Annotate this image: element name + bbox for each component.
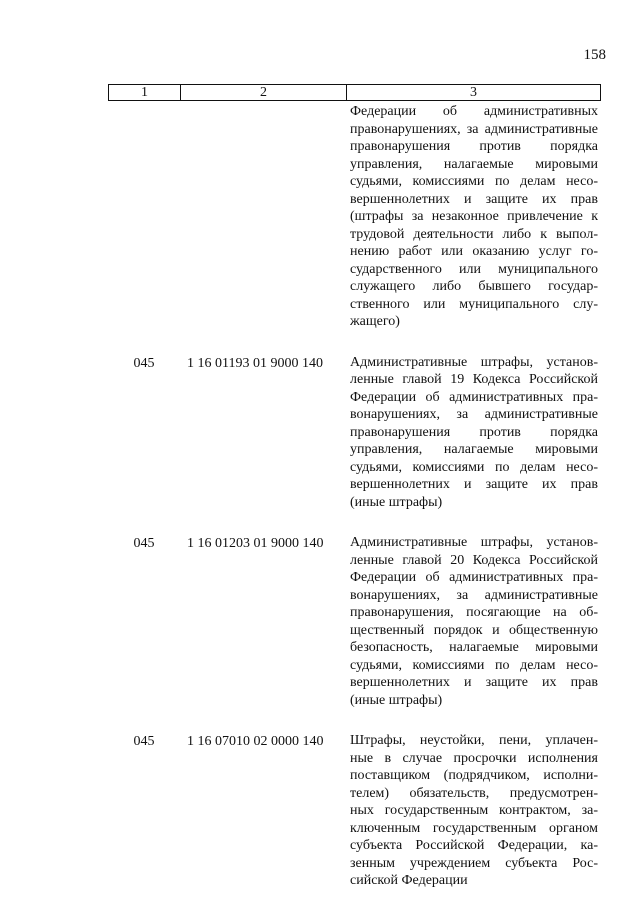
description-line: зенным учреждением субъекта Рос-: [350, 855, 598, 871]
description-line: Штрафы, неустойки, пени, уплачен-: [350, 733, 598, 748]
description-line: Федерации об административных: [350, 104, 598, 119]
admin-code: 045: [133, 355, 155, 371]
table-row: [108, 732, 600, 890]
description-line: правонарушения против порядка: [350, 424, 598, 440]
description-line: жащего): [350, 314, 400, 329]
description-line: судьями, комиссиями по делам несо-: [350, 174, 598, 189]
description-line: трудовой деятельности либо к выпол-: [350, 226, 598, 242]
description-line: щественный порядок и общественную: [350, 622, 598, 638]
description-line: поставщиком (подрядчиком, исполни-: [350, 768, 598, 783]
description-line: Федерации об административных пра-: [350, 389, 598, 405]
description-line: управления, налагаемые мировыми: [350, 442, 598, 457]
description-line: судьями, комиссиями по делам несо-: [350, 459, 598, 475]
description-line: сударственного или муниципального: [350, 261, 598, 277]
description-line: субъекта Российской Федерации, ка-: [350, 838, 598, 853]
description-line: служащего либо бывшего государ-: [350, 279, 598, 294]
description-line: вершеннолетних и защите их прав: [350, 675, 598, 690]
page-number: 158: [583, 47, 606, 63]
description-line: Административные штрафы, установ-: [350, 354, 598, 370]
description-line: Административные штрафы, установ-: [350, 535, 598, 550]
description-line: ленные главой 19 Кодекса Российской: [350, 372, 598, 387]
col-head-3: 3: [347, 85, 601, 101]
description-line: правонарушения против порядка: [350, 139, 598, 154]
description-line: правонарушениях, за административные: [350, 121, 598, 137]
admin-code: 045: [133, 734, 155, 749]
description-line: ключенным государственным органом: [350, 820, 598, 836]
description-line: ных государственным контрактом, за-: [350, 803, 598, 818]
description-line: сийской Федерации: [350, 873, 468, 888]
kbk-code: 1 16 01203 01 9000 140: [187, 536, 324, 551]
description-line: безопасность, налагаемые мировыми: [350, 640, 598, 655]
description-line: Федерации об административных пра-: [350, 570, 598, 585]
description-line: вершеннолетних и защите их прав: [350, 191, 598, 207]
description-line: (иные штрафы): [350, 692, 443, 708]
description-line: ственного или муниципального слу-: [350, 296, 598, 312]
description: [346, 103, 600, 331]
description: [346, 732, 600, 890]
column-header-row: [108, 84, 601, 101]
description: [346, 534, 600, 709]
description-line: вонарушениях, за административные: [350, 587, 598, 603]
description-line: управления, налагаемые мировыми: [350, 156, 598, 172]
budget-code-table: [108, 100, 600, 890]
description-line: вершеннолетних и защите их прав: [350, 477, 598, 492]
table-row: [108, 103, 600, 331]
col-head-1: 1: [109, 85, 181, 101]
description-line: ные в случае просрочки исполнения: [350, 750, 598, 766]
description-line: нению работ или оказанию услуг го-: [350, 244, 598, 259]
description-line: телем) обязательств, предусмотрен-: [350, 785, 598, 801]
col-head-2: 2: [181, 85, 347, 101]
table-row: [108, 354, 600, 512]
table-row: [108, 534, 600, 709]
description: [346, 354, 600, 512]
admin-code: 045: [133, 536, 155, 551]
description-line: вонарушениях, за административные: [350, 407, 598, 422]
description-line: (иные штрафы): [350, 494, 443, 510]
kbk-code: 1 16 07010 02 0000 140: [187, 734, 324, 749]
kbk-code: 1 16 01193 01 9000 140: [187, 355, 323, 371]
description-line: ленные главой 20 Кодекса Российской: [350, 552, 598, 568]
description-line: правонарушения, посягающие на об-: [350, 605, 598, 620]
description-line: (штрафы за незаконное привлечение к: [350, 209, 598, 224]
description-line: судьями, комиссиями по делам несо-: [350, 657, 598, 673]
